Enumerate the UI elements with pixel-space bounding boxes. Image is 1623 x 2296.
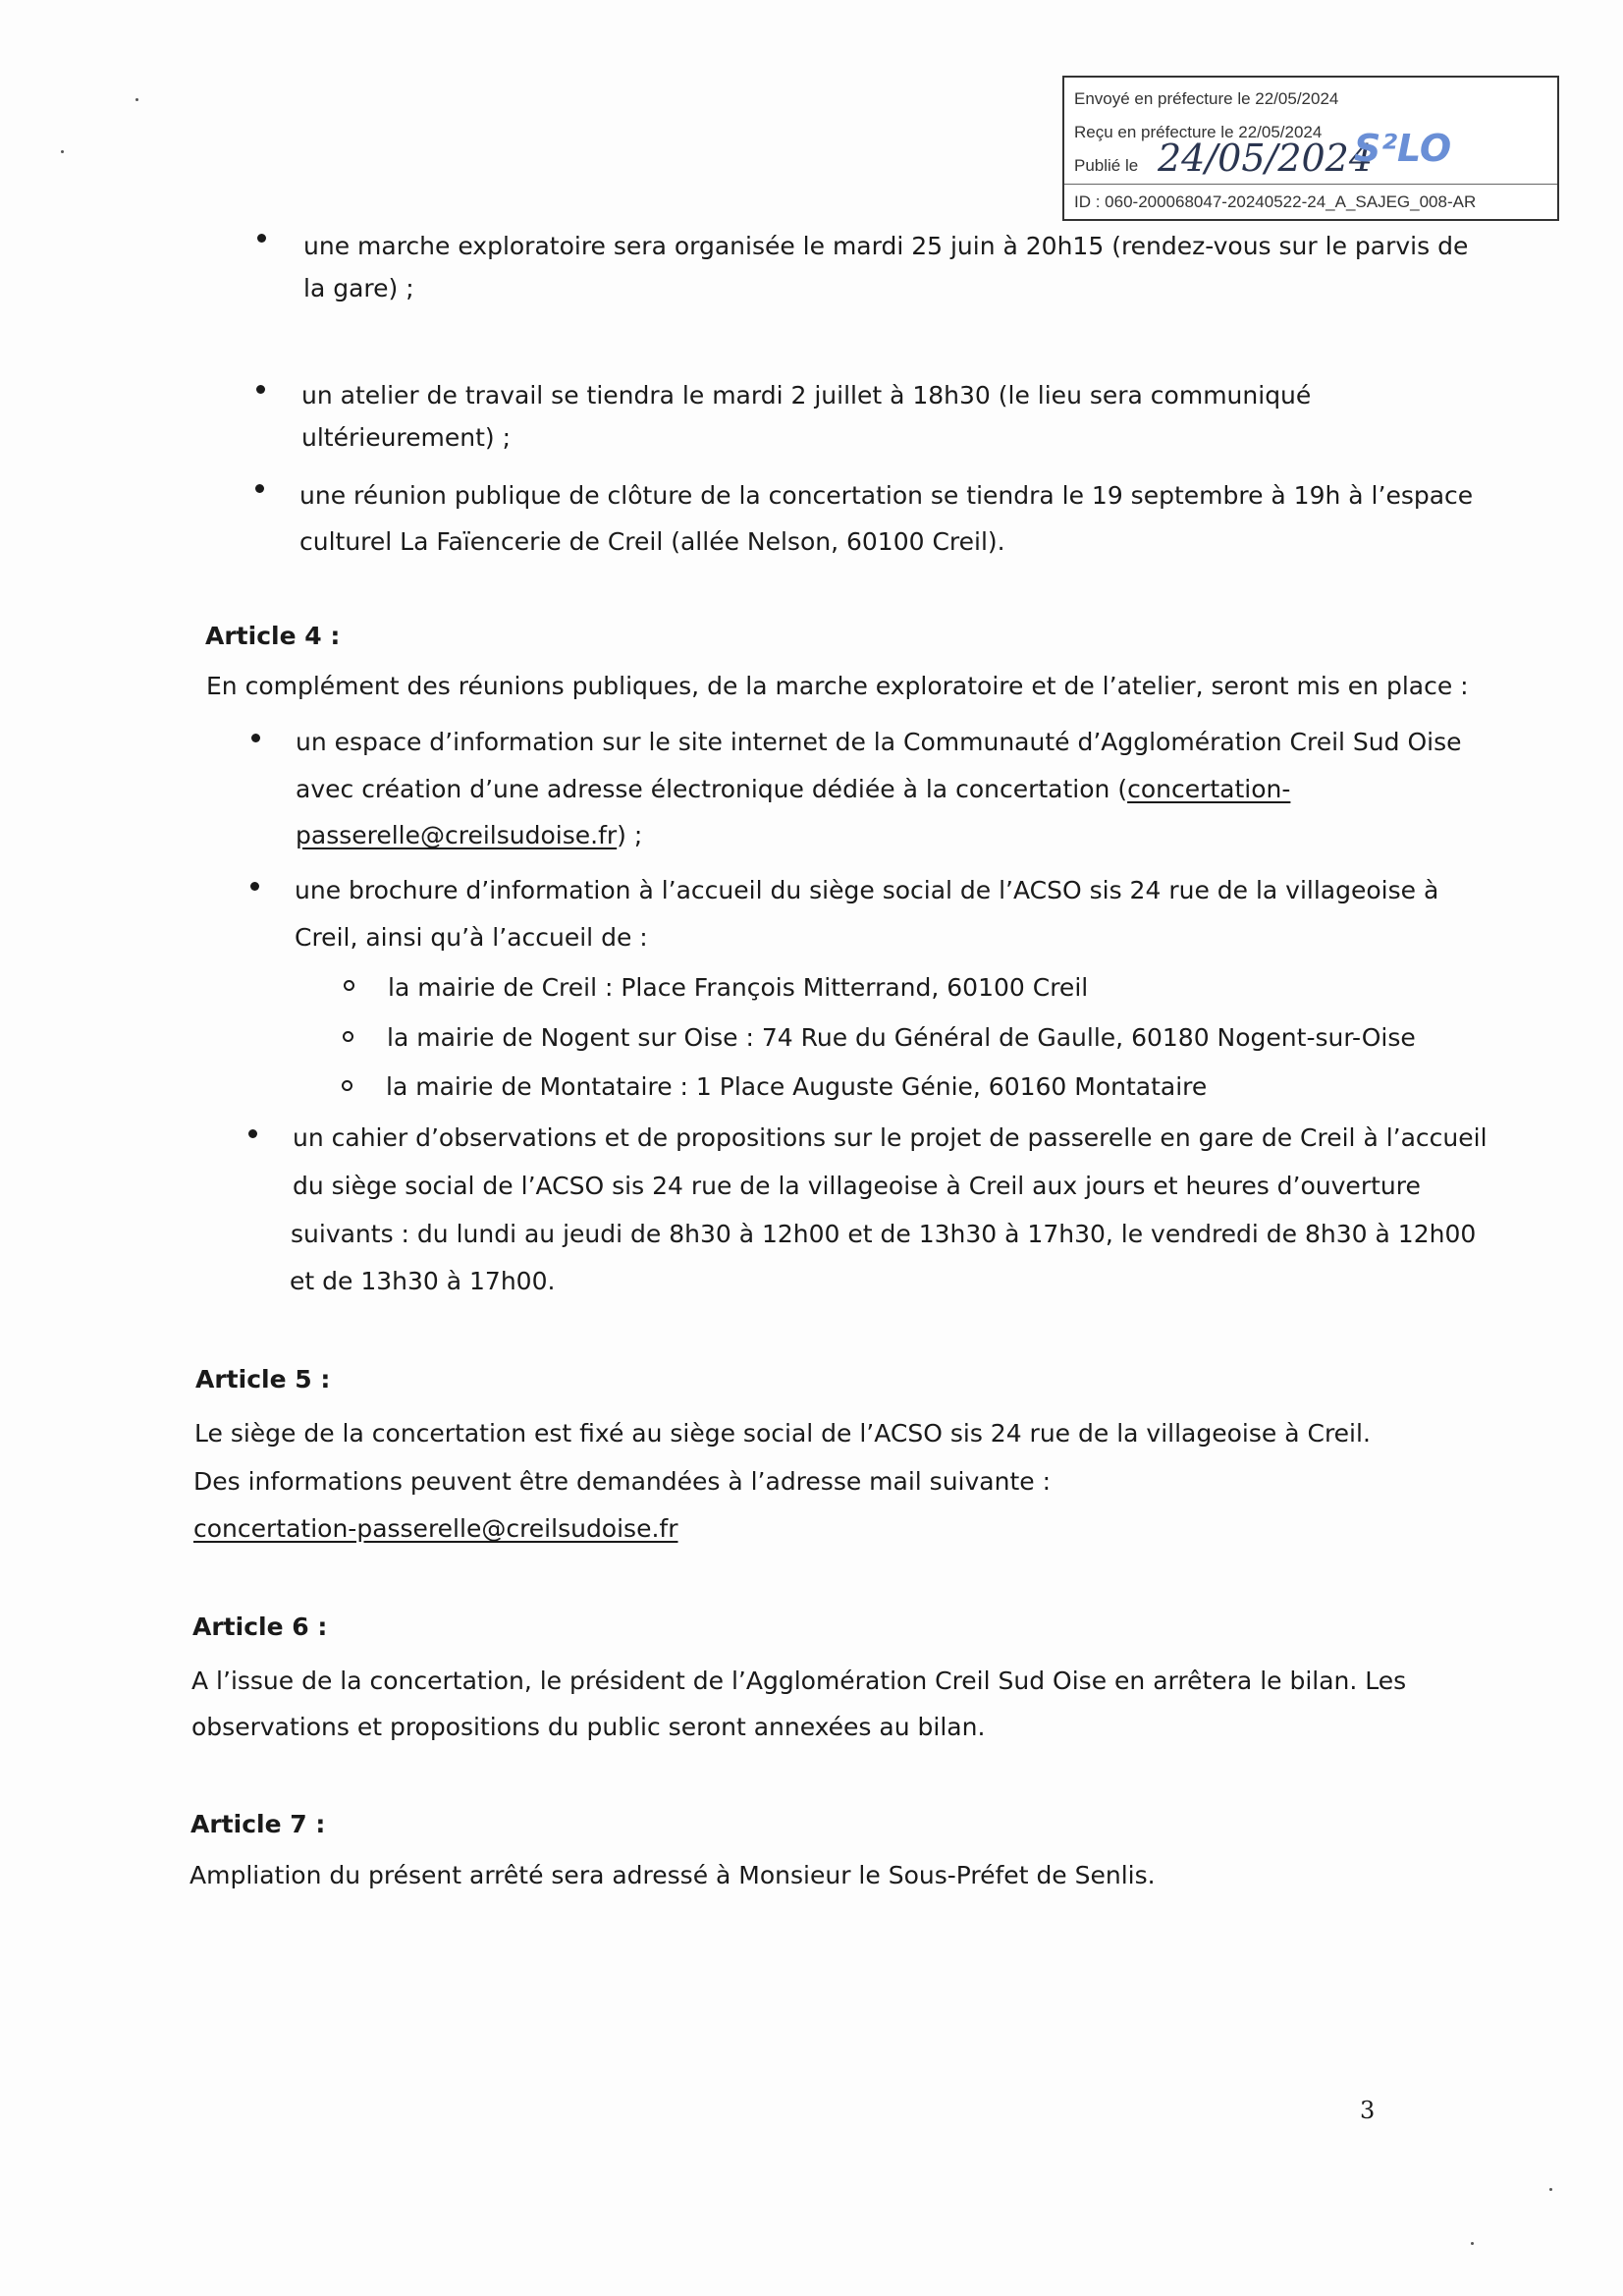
- sub-item-text: la mairie de Nogent sur Oise : 74 Rue du Général de Gaulle, 60180 Nogent-sur-Oise: [387, 1023, 1416, 1052]
- article-6-text: A l’issue de la concertation, le président de l’Agglomération Creil Sud Oise en arrêtera le bilan. Les: [191, 1667, 1407, 1695]
- bullet-icon: [248, 1129, 257, 1138]
- article-5-heading: Article 5 :: [195, 1365, 331, 1394]
- bullet-text-segment: avec création d’une adresse électronique dédiée à la concertation (: [296, 775, 1128, 803]
- bullet-icon: [250, 882, 259, 891]
- article-4-heading: Article 4 :: [205, 622, 341, 650]
- scan-speck: [1549, 2188, 1552, 2191]
- prefecture-stamp: [1062, 76, 1559, 221]
- scan-speck: [61, 150, 64, 153]
- article-6-heading: Article 6 :: [192, 1613, 328, 1641]
- bullet-icon: [256, 385, 265, 394]
- bullet-text: une brochure d’information à l’accueil du siège social de l’ACSO sis 24 rue de la villageoise à: [295, 876, 1439, 904]
- article-5-text: Des informations peuvent être demandées à l’adresse mail suivante :: [193, 1467, 1052, 1496]
- handwritten-initials: S²LO: [1354, 127, 1452, 170]
- article-4-intro: En complément des réunions publiques, de la marche exploratoire et de l’atelier, seront mis en place :: [206, 672, 1469, 700]
- stamp-id: ID : 060-200068047-20240522-24_A_SAJEG_008-AR: [1074, 192, 1477, 211]
- bullet-text-segment: ) ;: [617, 821, 643, 849]
- contact-email-link[interactable]: concertation-passerelle@creilsudoise.fr: [193, 1514, 678, 1543]
- stamp-sent-date: Envoyé en préfecture le 22/05/2024: [1074, 89, 1339, 108]
- article-5-text: Le siège de la concertation est fixé au siège social de l’ACSO sis 24 rue de la villageoise à Creil.: [194, 1419, 1371, 1448]
- page-number: 3: [1360, 2097, 1376, 2124]
- bullet-text: une réunion publique de clôture de la concertation se tiendra le 19 septembre à 19h à l’espace: [299, 481, 1474, 510]
- sub-bullet-icon: [344, 980, 354, 991]
- sub-item-text: la mairie de Creil : Place François Mitterrand, 60100 Creil: [388, 973, 1089, 1002]
- bullet-icon: [255, 484, 264, 493]
- bullet-text: une marche exploratoire sera organisée le mardi 25 juin à 20h15 (rendez-vous sur le parvis de: [303, 232, 1469, 260]
- stamp-published-label: Publié le: [1074, 156, 1139, 175]
- bullet-text: du siège social de l’ACSO sis 24 rue de la villageoise à Creil aux jours et heures d’ouverture: [293, 1172, 1421, 1200]
- bullet-text: un espace d’information sur le site internet de la Communauté d’Agglomération Creil Sud Oise: [296, 728, 1462, 756]
- scan-speck: [135, 98, 138, 101]
- bullet-text: un cahier d’observations et de propositions sur le projet de passerelle en gare de Creil à l’accueil: [293, 1123, 1488, 1152]
- sub-bullet-icon: [343, 1031, 353, 1042]
- bullet-icon: [251, 734, 260, 742]
- handwritten-publish-date: 24/05/2024: [1158, 137, 1374, 180]
- email-link[interactable]: passerelle@creilsudoise.fr: [296, 821, 618, 849]
- scan-speck: [1471, 2242, 1474, 2245]
- bullet-text: un atelier de travail se tiendra le mardi 2 juillet à 18h30 (le lieu sera communiqué: [301, 381, 1312, 410]
- email-link[interactable]: concertation-: [1127, 775, 1291, 803]
- bullet-icon: [257, 234, 266, 243]
- bullet-text: culturel La Faïencerie de Creil (allée Nelson, 60100 Creil).: [299, 527, 1005, 556]
- article-6-text: observations et propositions du public seront annexées au bilan.: [191, 1713, 986, 1741]
- bullet-text: suivants : du lundi au jeudi de 8h30 à 12h00 et de 13h30 à 17h30, le vendredi de 8h30 à 12h00: [291, 1220, 1477, 1248]
- sub-item-text: la mairie de Montataire : 1 Place Auguste Génie, 60160 Montataire: [386, 1072, 1208, 1101]
- sub-bullet-icon: [342, 1080, 352, 1091]
- bullet-text: [296, 775, 1290, 803]
- article-7-text: Ampliation du présent arrêté sera adressé à Monsieur le Sous-Préfet de Senlis.: [189, 1861, 1156, 1889]
- article-7-heading: Article 7 :: [190, 1810, 326, 1838]
- bullet-text: Creil, ainsi qu’à l’accueil de :: [295, 923, 648, 952]
- bullet-text: [296, 821, 642, 849]
- stamp-received-date: Reçu en préfecture le 22/05/2024: [1074, 123, 1323, 141]
- bullet-text: et de 13h30 à 17h00.: [290, 1267, 556, 1295]
- stamp-divider: [1064, 184, 1557, 185]
- bullet-text: la gare) ;: [303, 274, 414, 302]
- bullet-text: ultérieurement) ;: [301, 423, 512, 452]
